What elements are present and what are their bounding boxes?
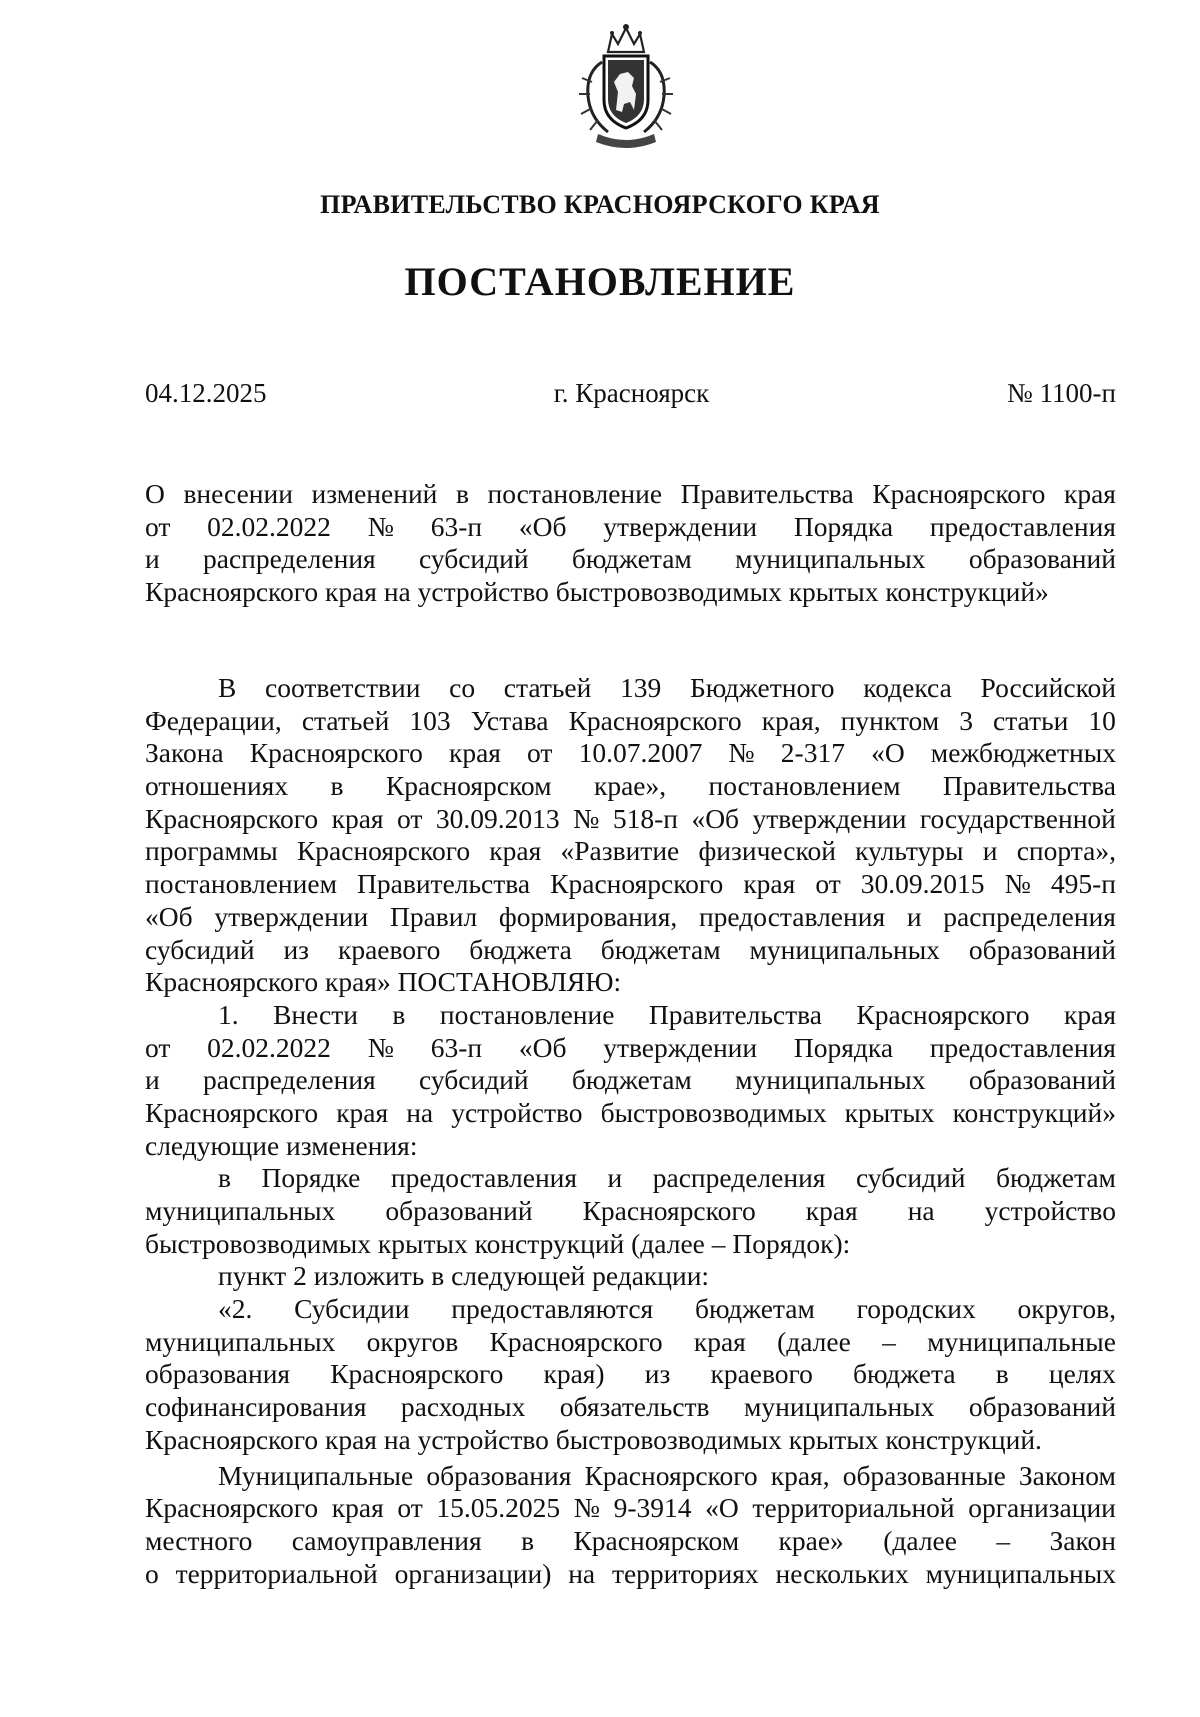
document-type-title: ПОСТАНОВЛЕНИЕ	[404, 259, 796, 304]
document-subject	[145, 478, 1116, 609]
body-line: образования Красноярского края) из краевого бюджета в целях	[145, 1358, 1116, 1390]
document-number: № 1100-п	[1007, 378, 1116, 408]
body-line: пункт 2 изложить в следующей редакции:	[218, 1260, 710, 1292]
subject-line: Красноярского края на устройство быстровозводимых крытых конструкций»	[145, 576, 1049, 608]
body-line: Муниципальные образования Красноярского края, образованные Законом	[218, 1459, 1116, 1491]
subject-line: и распределения субсидий бюджетам муниципальных образований	[145, 543, 1116, 575]
body-line: муниципальных округов Красноярского края (далее – муниципальные	[145, 1325, 1116, 1357]
body-line: Красноярского края от 15.05.2025 № 9-3914 «О территориальной организации	[145, 1492, 1116, 1524]
body-line: Красноярского края на устройство быстровозводимых крытых конструкций»	[145, 1096, 1116, 1128]
krasnoyarsk-coat-of-arms-icon	[568, 22, 684, 152]
body-line: субсидий из краевого бюджета бюджетам муниципальных образований	[145, 933, 1116, 965]
body-line: Федерации, статьей 103 Устава Красноярского края, пунктом 3 статьи 10	[145, 704, 1116, 736]
body-line: местного самоуправления в Красноярском крае» (далее – Закон	[145, 1524, 1116, 1556]
body-line: отношениях в Красноярском крае», постановлением Правительства	[145, 770, 1116, 802]
body-line: 1. Внести в постановление Правительства Красноярского края	[218, 998, 1116, 1030]
subject-line: от 02.02.2022 № 63-п «Об утверждении Порядка предоставления	[145, 510, 1116, 542]
body-line: от 02.02.2022 № 63-п «Об утверждении Порядка предоставления	[145, 1031, 1116, 1063]
body-line: быстровозводимых крытых конструкций (далее – Порядок):	[145, 1227, 851, 1259]
body-line: и распределения субсидий бюджетам муниципальных образований	[145, 1064, 1116, 1096]
government-name: ПРАВИТЕЛЬСТВО КРАСНОЯРСКОГО КРАЯ	[320, 190, 880, 219]
body-line: муниципальных образований Красноярского края на устройство	[145, 1195, 1116, 1226]
body-line: в Порядке предоставления и распределения субсидий бюджетам	[218, 1162, 1116, 1194]
document-body	[145, 672, 1116, 1590]
body-line: следующие изменения:	[145, 1129, 418, 1161]
body-line: В соответствии со статьей 139 Бюджетного кодекса Российской	[218, 672, 1116, 703]
body-line: программы Красноярского края «Развитие физической культуры и спорта»,	[145, 835, 1116, 867]
body-line: Красноярского края на устройство быстровозводимых крытых конструкций.	[145, 1423, 1042, 1455]
body-line: «2. Субсидии предоставляются бюджетам городских округов,	[218, 1293, 1116, 1325]
body-line: Красноярского края» ПОСТАНОВЛЯЮ:	[145, 966, 622, 998]
document-date: 04.12.2025	[145, 378, 267, 408]
body-line: «Об утверждении Правил формирования, предоставления и распределения	[145, 900, 1116, 932]
body-line: Красноярского края от 30.09.2013 № 518-п «Об утверждении государственной	[145, 802, 1116, 834]
document-city: г. Красноярск	[553, 378, 710, 408]
body-line: Закона Красноярского края от 10.07.2007 № 2-317 «О межбюджетных	[145, 737, 1116, 769]
body-line: софинансирования расходных обязательств муниципальных образований	[145, 1391, 1116, 1423]
body-line: постановлением Правительства Красноярского края от 30.09.2015 № 495-п	[145, 868, 1116, 900]
body-line: о территориальной организации) на территориях нескольких муниципальных	[145, 1557, 1116, 1589]
subject-line: О внесении изменений в постановление Правительства Красноярского края	[145, 478, 1116, 509]
